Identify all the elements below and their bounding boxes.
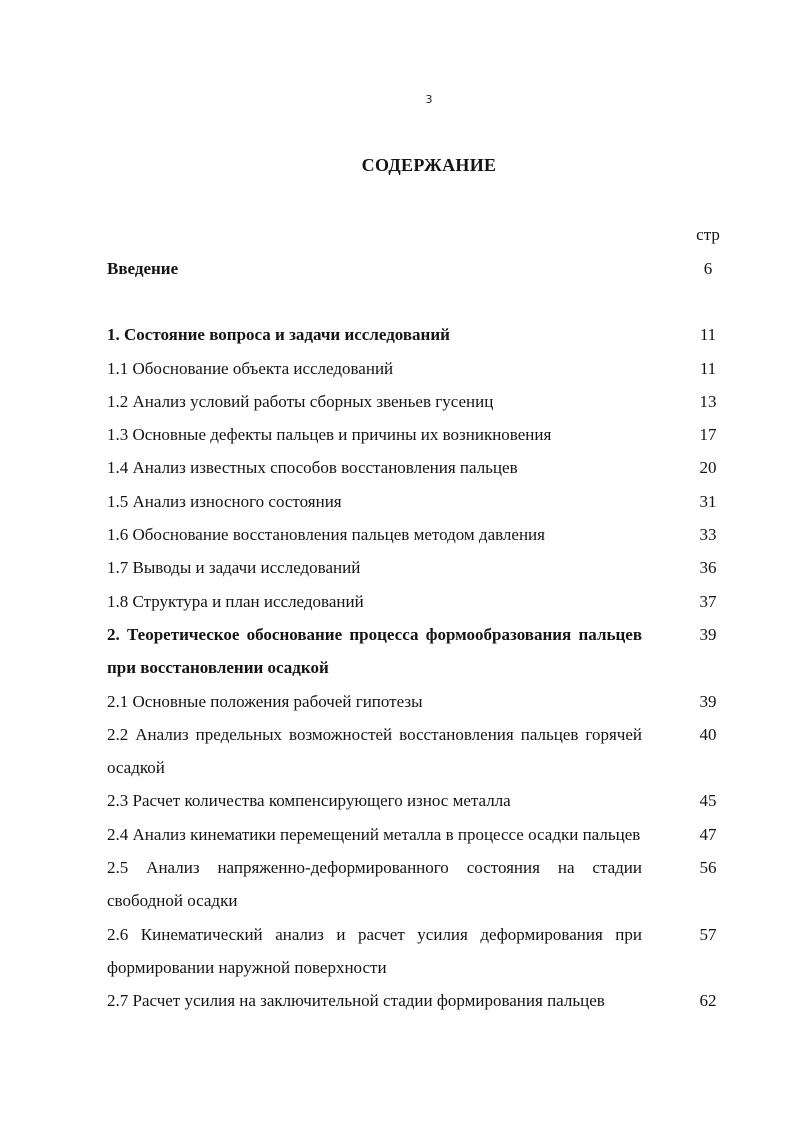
toc-entry-1-2 (107, 385, 736, 418)
toc-entry-2-1 (107, 685, 736, 718)
toc-entry-introduction (107, 252, 736, 285)
toc-entry-text: 2.6 Кинематический анализ и расчет усилия деформирования при формировании наружной поверхности (107, 924, 642, 977)
toc-entry-text: 1.1 Обоснование объекта исследований (107, 358, 394, 378)
toc-entry-text: 1.2 Анализ условий работы сборных звеньев гусениц (107, 391, 494, 411)
toc-entry-page: 33 (699, 525, 717, 545)
toc-entry-page: 11 (699, 325, 717, 345)
toc-entry-2-2 (107, 718, 736, 785)
toc-entry-text: 2.3 Расчет количества компенсирующего износ металла (107, 791, 511, 811)
toc-entry-page: 6 (703, 259, 713, 278)
toc-entry-text: Введение (107, 259, 179, 278)
toc-entry-text: 2.4 Анализ кинематики перемещений металла в процессе осадки пальцев (107, 824, 641, 844)
page-column-header: стр (696, 225, 720, 244)
toc-entry-page: 57 (699, 924, 717, 944)
toc-entry-text: 1.6 Обоснование восстановления пальцев методом давления (107, 525, 545, 545)
toc-entry-text: 2.7 Расчет усилия на заключительной стадии формирования пальцев (107, 991, 605, 1011)
toc-entry-page: 11 (699, 358, 717, 378)
toc-entry-text: 1.7 Выводы и задачи исследований (107, 558, 361, 578)
toc-entry-page: 45 (699, 791, 717, 811)
toc-entry-1-1 (107, 352, 736, 385)
toc-entry-page: 39 (699, 691, 717, 711)
toc-entry-page: 17 (699, 425, 717, 445)
toc-entry-text: 2. Теоретическое обоснование процесса формообразования пальцев при восстановлении осадкой (107, 624, 642, 678)
toc-entry-text: 2.2 Анализ предельных возможностей восстановления пальцев горячей осадкой (107, 724, 642, 778)
toc-entry-text: 1.5 Анализ износного состояния (107, 491, 342, 511)
toc-entry-chapter-2 (107, 618, 736, 685)
section-spacer (107, 285, 736, 318)
toc-entry-text: 2.5 Анализ напряженно-деформированного состояния на стадии свободной осадки (107, 858, 642, 911)
toc-entry-1-4 (107, 451, 736, 484)
toc-entry-page: 62 (699, 991, 717, 1011)
toc-entry-2-6 (107, 918, 736, 985)
toc-entry-text: 1. Состояние вопроса и задачи исследований (107, 325, 450, 345)
toc-entry-text: 1.4 Анализ известных способов восстановления пальцев (107, 458, 518, 478)
toc-entry-page: 13 (699, 391, 717, 411)
toc-entry-chapter-1 (107, 318, 736, 351)
toc-entry-text: 1.3 Основные дефекты пальцев и причины их возникновения (107, 425, 552, 445)
table-of-contents (107, 252, 736, 1018)
toc-entry-text: 2.1 Основные положения рабочей гипотезы (107, 691, 423, 711)
toc-entry-1-7 (107, 551, 736, 584)
toc-entry-2-5 (107, 851, 736, 918)
toc-entry-page: 37 (699, 591, 717, 611)
toc-entry-2-3 (107, 784, 736, 817)
toc-entry-page: 40 (699, 724, 717, 744)
toc-entry-page: 47 (699, 824, 717, 844)
page-number: 3 (425, 93, 433, 106)
toc-entry-page: 56 (699, 858, 717, 878)
toc-entry-text: 1.8 Структура и план исследований (107, 591, 364, 611)
toc-entry-page: 39 (699, 624, 717, 644)
toc-entry-2-7 (107, 984, 736, 1017)
toc-title: СОДЕРЖАНИЕ (361, 155, 497, 175)
toc-entry-page: 20 (699, 458, 717, 478)
toc-entry-page: 36 (699, 558, 717, 578)
toc-entry-1-5 (107, 485, 736, 518)
toc-entry-1-8 (107, 585, 736, 618)
toc-entry-page: 31 (699, 491, 717, 511)
toc-entry-2-4 (107, 818, 736, 851)
toc-entry-1-6 (107, 518, 736, 551)
toc-entry-1-3 (107, 418, 736, 451)
